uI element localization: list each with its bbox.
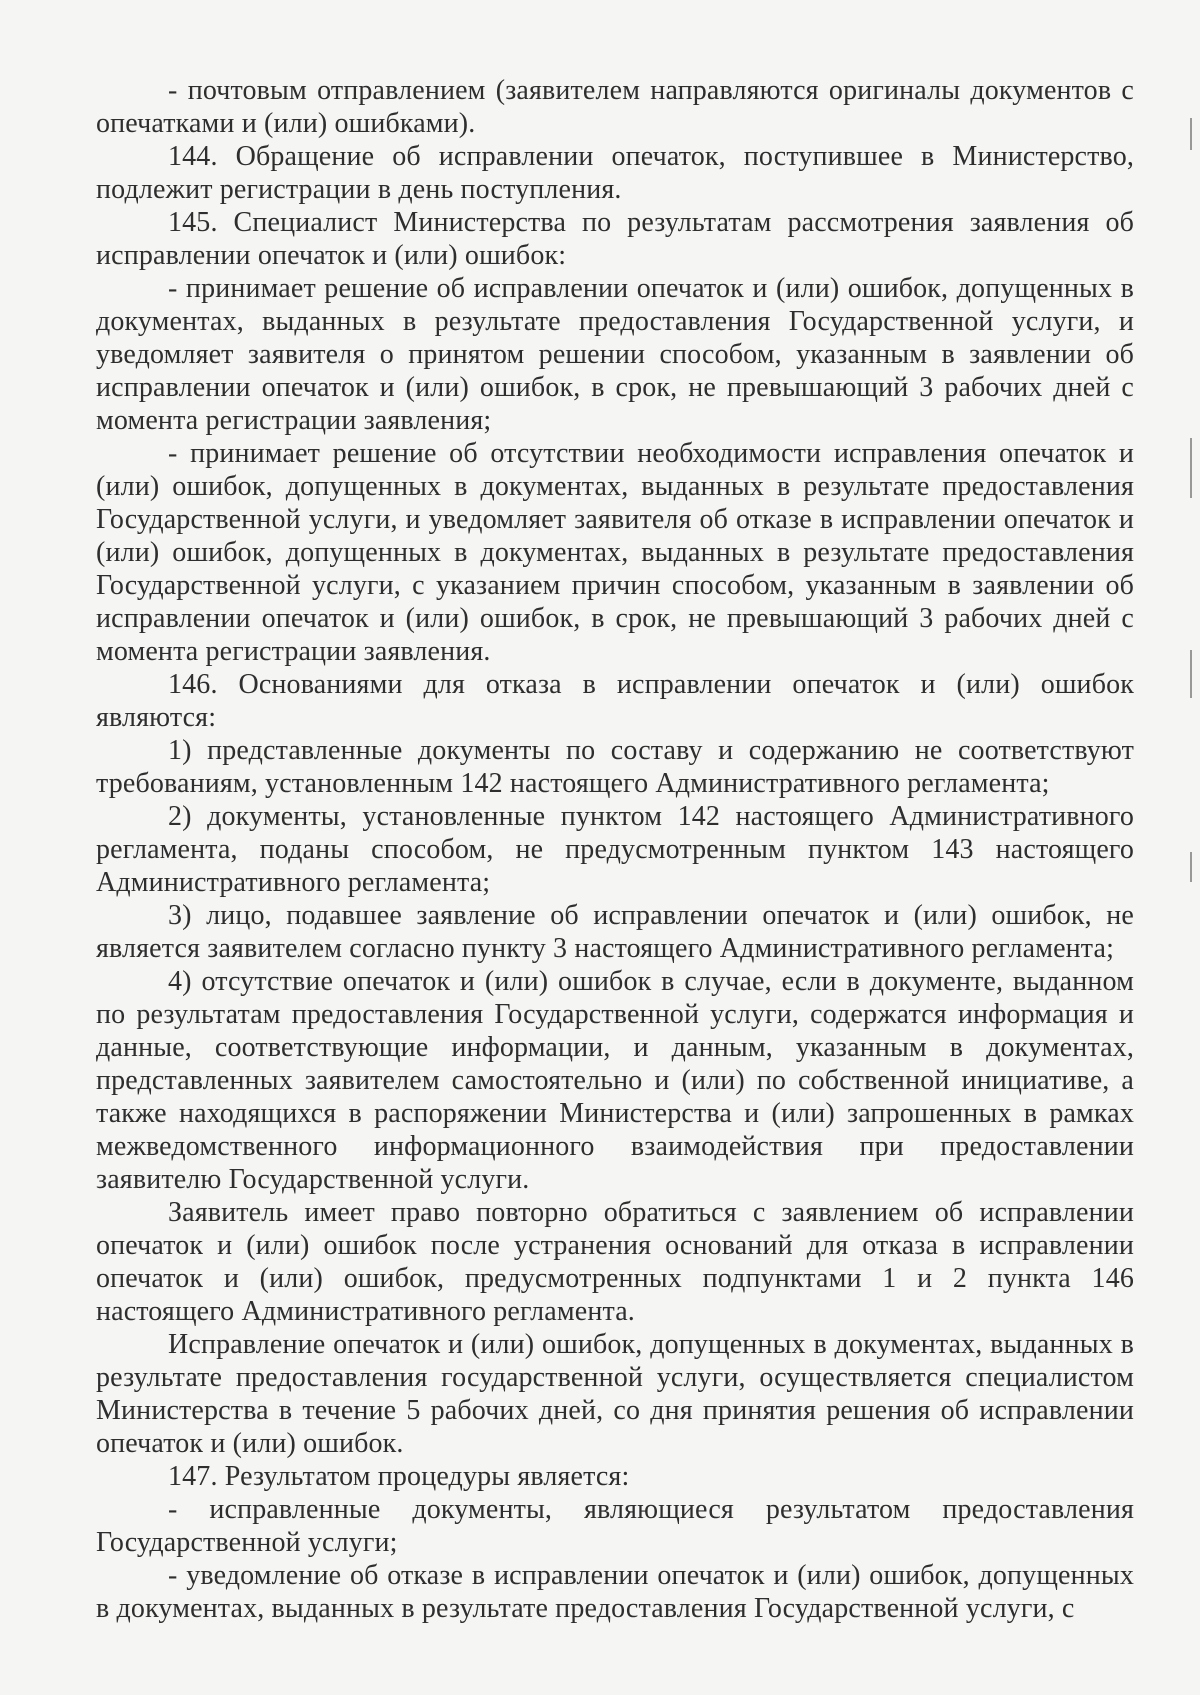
paragraph-repeat-request: Заявитель имеет право повторно обратиться с заявлением об исправлении опечаток и (или) ошибок после устранения оснований для отказа в исправлении опечаток и (или) ошибок, предусмотренных подпунктами 1 и 2 пункта 146 настоящего Административного регламента. [96, 1197, 1134, 1327]
paragraph-145-decision-refuse: - принимает решение об отсутствии необходимости исправления опечаток и (или) ошибок, допущенных в документах, выданных в результате предоставления Государственной услуги, и уведомляет заявителя об отказе в исправлении опечаток и (или) ошибок, допущенных в документах, выданных в результате предоставления Государственной услуги, с указанием причин способом, указанным в заявлении об исправлении опечаток и (или) ошибок, в срок, не превышающий 3 рабочих дней с момента регистрации заявления. [96, 438, 1134, 667]
paragraph-147: 147. Результатом процедуры является: [168, 1461, 630, 1492]
paragraph-145: 145. Специалист Министерства по результатам рассмотрения заявления об исправлении опечаток и (или) ошибок: [96, 207, 1134, 271]
paragraph-147-result-documents: - исправленные документы, являющиеся результатом предоставления Государственной услуги; [96, 1494, 1134, 1558]
scan-edge-mark [1190, 118, 1192, 150]
paragraph-postal-delivery: - почтовым отправлением (заявителем направляются оригиналы документов с опечатками и (или) ошибками). [96, 75, 1134, 139]
paragraph-146-item-4: 4) отсутствие опечаток и (или) ошибок в случае, если в документе, выданном по результатам предоставления Государственной услуги, содержатся информация и данные, соответствующие информации, и данным, указанным в документах, представленных заявителем самостоятельно и (или) по собственной инициативе, а также находящихся в распоряжении Министерства и (или) запрошенных в рамках межведомственного информационного взаимодействия при предоставлении заявителю Государственной услуги. [96, 966, 1134, 1195]
scan-edge-mark [1190, 650, 1192, 698]
paragraph-146: 146. Основаниями для отказа в исправлении опечаток и (или) ошибок являются: [96, 669, 1134, 733]
paragraph-correction-term: Исправление опечаток и (или) ошибок, допущенных в документах, выданных в результате предоставления государственной услуги, осуществляется специалистом Министерства в течение 5 рабочих дней, со дня принятия решения об исправлении опечаток и (или) ошибок. [96, 1329, 1134, 1459]
scan-edge-mark [1190, 852, 1192, 882]
paragraph-146-item-3: 3) лицо, подавшее заявление об исправлении опечаток и (или) ошибок, не является заявителем согласно пункту 3 настоящего Административного регламента; [96, 900, 1134, 964]
paragraph-144: 144. Обращение об исправлении опечаток, поступившее в Министерство, подлежит регистрации в день поступления. [96, 141, 1134, 205]
scan-edge-mark [1190, 438, 1192, 498]
paragraph-147-result-notice: - уведомление об отказе в исправлении опечаток и (или) ошибок, допущенных в документах, выданных в результате предоставления Государственной услуги, с [96, 1560, 1134, 1624]
paragraph-146-item-1: 1) представленные документы по составу и содержанию не соответствуют требованиям, установленным 142 настоящего Административного регламента; [96, 735, 1134, 799]
paragraph-145-decision-correct: - принимает решение об исправлении опечаток и (или) ошибок, допущенных в документах, выданных в результате предоставления Государственной услуги, и уведомляет заявителя о принятом решении способом, указанным в заявлении об исправлении опечаток и (или) ошибок, в срок, не превышающий 3 рабочих дней с момента регистрации заявления; [96, 273, 1134, 436]
paragraph-146-item-2: 2) документы, установленные пунктом 142 настоящего Административного регламента, поданы способом, не предусмотренным пунктом 143 настоящего Административного регламента; [96, 801, 1134, 898]
